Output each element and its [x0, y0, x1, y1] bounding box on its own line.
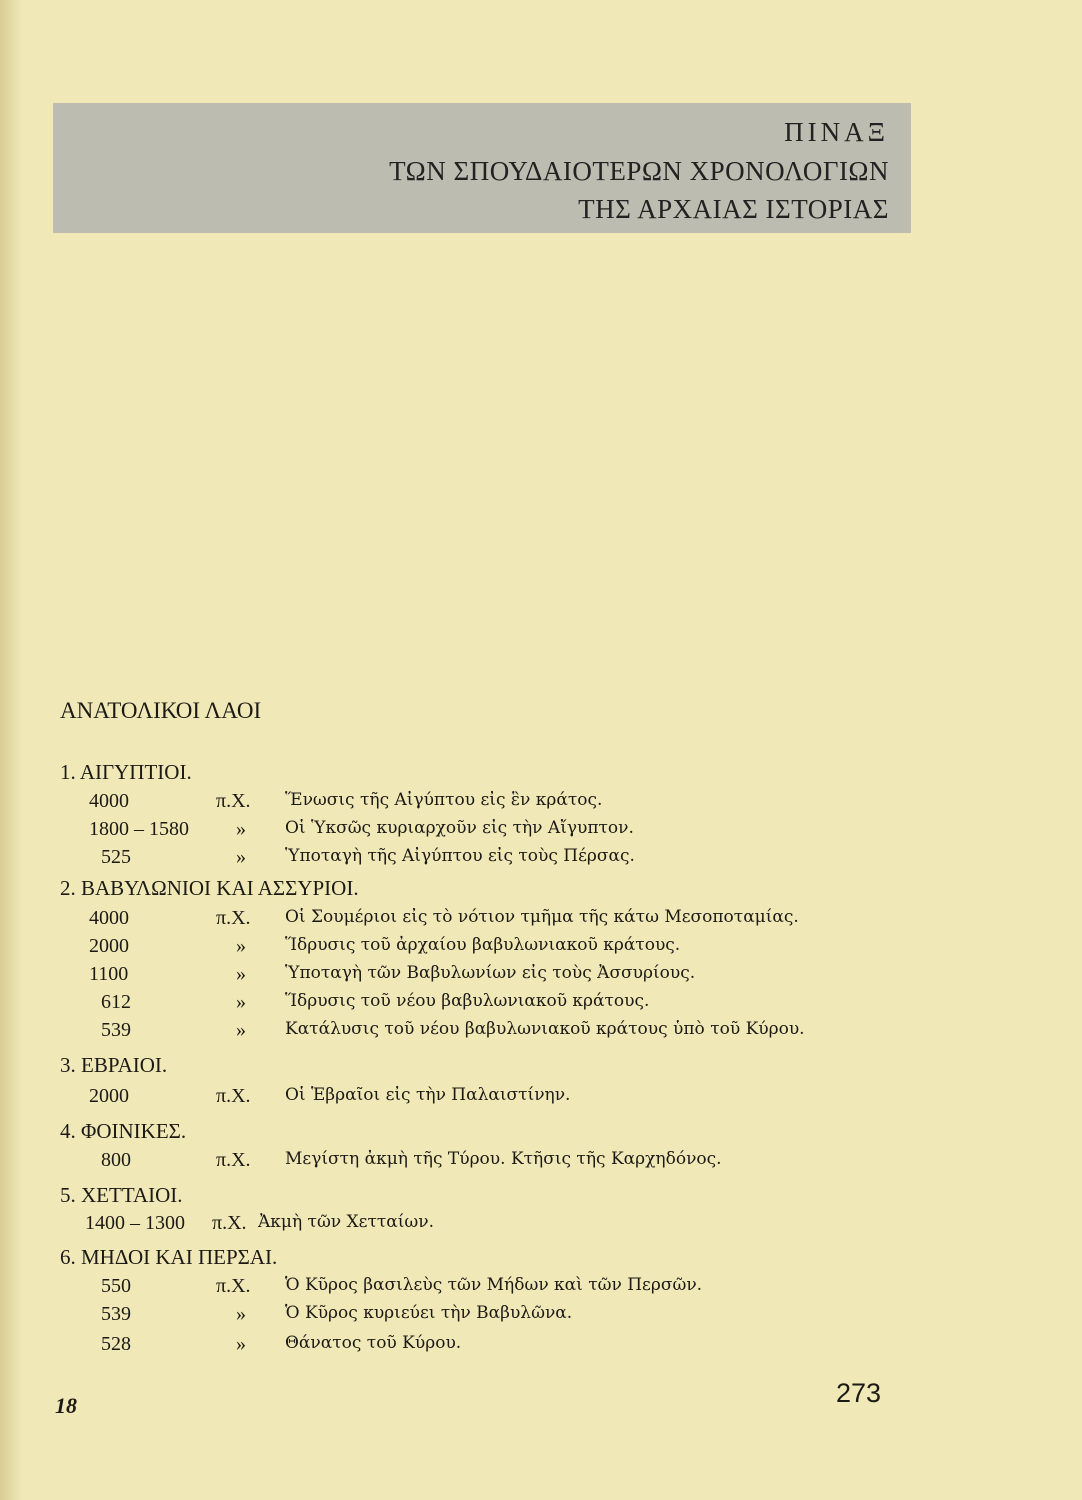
- group-title: 6. ΜΗΔΟΙ ΚΑΙ ΠΕΡΣΑΙ.: [60, 1245, 278, 1269]
- year: 539: [101, 1303, 131, 1325]
- title-banner: [53, 103, 911, 233]
- event: Ἕνωσις τῆς Αἰγύπτου εἰς ἓν κράτος.: [285, 790, 603, 810]
- year: 800: [101, 1149, 131, 1171]
- chronology-row: [0, 907, 1082, 935]
- chronology-row: [0, 1149, 1082, 1177]
- year: 4000: [89, 907, 129, 929]
- event: Μεγίστη ἀκμὴ τῆς Τύρου. Κτῆσις τῆς Καρχηδόνος.: [285, 1149, 722, 1169]
- era: »: [236, 991, 246, 1013]
- chronology-row: [0, 790, 1082, 818]
- year: 2000: [89, 1085, 129, 1107]
- event: Ὑποταγὴ τῆς Αἰγύπτου εἰς τοὺς Πέρσας.: [285, 846, 635, 866]
- chronology-row: [0, 1212, 1082, 1240]
- era: π.Χ.: [216, 1149, 251, 1171]
- year: 550: [101, 1275, 131, 1297]
- title-line-3: ΤΗΣ ΑΡΧΑΙΑΣ ΙΣΤΟΡΙΑΣ: [578, 194, 889, 224]
- event: Οἱ Ἑβραῖοι εἰς τὴν Παλαιστίνην.: [285, 1085, 571, 1105]
- era: »: [236, 1303, 246, 1325]
- chronology-row: [0, 1303, 1082, 1331]
- era: π.Χ.: [216, 1085, 251, 1107]
- era: »: [236, 963, 246, 985]
- chronology-row: [0, 963, 1082, 991]
- event: Οἱ Ὑκσῶς κυριαρχοῦν εἰς τὴν Αἴγυπτον.: [285, 818, 634, 838]
- year: 1400 – 1300: [85, 1212, 185, 1234]
- event: Κατάλυσις τοῦ νέου βαβυλωνιακοῦ κράτους ὑπὸ τοῦ Κύρου.: [285, 1019, 805, 1039]
- section-title: ΑΝΑΤΟΛΙΚΟΙ ΛΑΟΙ: [60, 698, 262, 723]
- signature-mark: 18: [55, 1393, 77, 1418]
- event: Ὑποταγὴ τῶν Βαβυλωνίων εἰς τοὺς Ἀσσυρίους.: [285, 963, 696, 983]
- chronology-row: [0, 1019, 1082, 1047]
- year: 525: [101, 846, 131, 868]
- group-title: 4. ΦΟΙΝΙΚΕΣ.: [60, 1119, 187, 1143]
- era: π.Χ.: [212, 1212, 247, 1234]
- year: 2000: [89, 935, 129, 957]
- year: 4000: [89, 790, 129, 812]
- era: »: [236, 846, 246, 868]
- event: Ἵδρυσις τοῦ νέου βαβυλωνιακοῦ κράτους.: [285, 991, 650, 1011]
- group-title: 1. ΑΙΓΥΠΤΙΟΙ.: [60, 760, 192, 784]
- chronology-row: [0, 818, 1082, 846]
- event: Ὁ Κῦρος κυριεύει τὴν Βαβυλῶνα.: [285, 1303, 573, 1323]
- era: »: [236, 935, 246, 957]
- event: Ἀκμὴ τῶν Χετταίων.: [258, 1212, 435, 1232]
- chronology-row: [0, 935, 1082, 963]
- chronology-row: [0, 1085, 1082, 1113]
- chronology-row: [0, 991, 1082, 1019]
- era: »: [236, 818, 246, 840]
- year: 528: [101, 1333, 131, 1355]
- event: Ἵδρυσις τοῦ ἀρχαίου βαβυλωνιακοῦ κράτους.: [285, 935, 681, 955]
- era: π.Χ.: [216, 1275, 251, 1297]
- chronology-row: [0, 1333, 1082, 1361]
- year: 1100: [89, 963, 129, 985]
- chronology-row: [0, 1275, 1082, 1303]
- year: 612: [101, 991, 131, 1013]
- year: 539: [101, 1019, 131, 1041]
- event: Ὁ Κῦρος βασιλεὺς τῶν Μήδων καὶ τῶν Περσῶν.: [285, 1275, 703, 1295]
- event: Θάνατος τοῦ Κύρου.: [285, 1333, 462, 1353]
- era: π.Χ.: [216, 790, 251, 812]
- group-title: 3. ΕΒΡΑΙΟΙ.: [60, 1053, 168, 1077]
- era: »: [236, 1333, 246, 1355]
- era: »: [236, 1019, 246, 1041]
- era: π.Χ.: [216, 907, 251, 929]
- page-number: 273: [836, 1378, 882, 1408]
- year: 1800 – 1580: [89, 818, 189, 840]
- title-line-2: ΤΩΝ ΣΠΟΥΔΑΙΟΤΕΡΩΝ ΧΡΟΝΟΛΟΓΙΩΝ: [389, 156, 889, 186]
- group-title: 2. ΒΑΒΥΛΩΝΙΟΙ ΚΑΙ ΑΣΣΥΡΙΟΙ.: [60, 876, 359, 900]
- chronology-row: [0, 846, 1082, 874]
- title-line-1: ΠΙΝΑΞ: [784, 117, 889, 147]
- group-title: 5. ΧΕΤΤΑΙΟΙ.: [60, 1183, 183, 1207]
- event: Οἱ Σουμέριοι εἰς τὸ νότιον τμῆμα τῆς κάτω Μεσοποταμίας.: [285, 907, 799, 927]
